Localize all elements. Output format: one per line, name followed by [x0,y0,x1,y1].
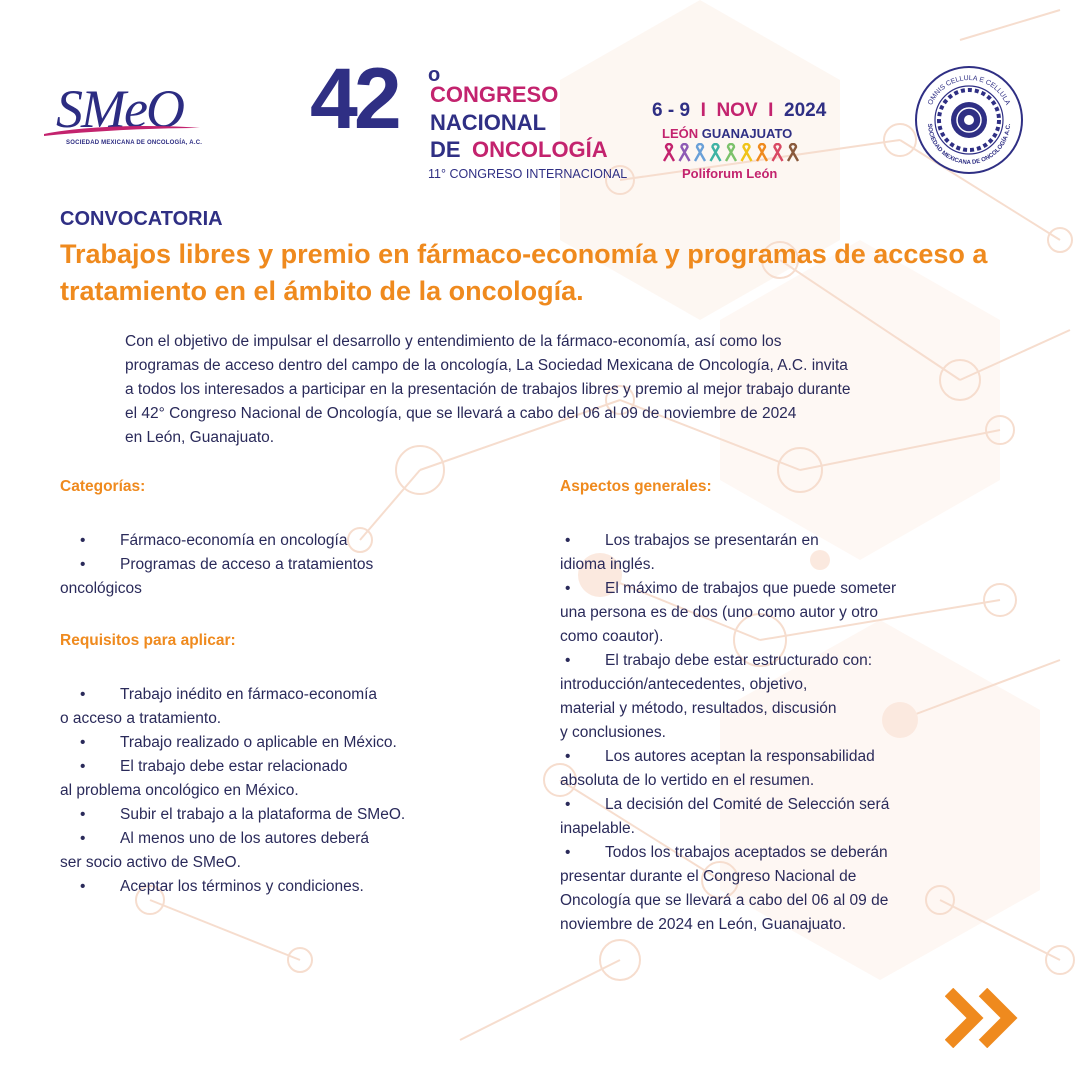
separator: I [695,100,712,121]
requisitos-item [60,731,520,755]
aspectos-item [560,913,1020,937]
bullet-icon: • [80,830,86,847]
requisitos-item [60,755,520,779]
requisitos-heading: Requisitos para aplicar: [60,632,236,649]
aspectos-item-text: idioma inglés. [560,556,655,573]
aspectos-item-text: La decisión del Comité de Selección será [605,796,890,813]
requisitos-item-text: El trabajo debe estar relacionado [120,758,348,775]
aspectos-item-text: Los autores aceptan la responsabilidad [605,748,875,765]
requisitos-item [60,683,520,707]
aspectos-item [560,625,1020,649]
aspectos-item [560,529,1020,553]
aspectos-item-text: Los trabajos se presentarán en [605,532,819,549]
city-guanajuato: GUANAJUATO [701,126,793,141]
convocatoria-label: CONVOCATORIA [60,208,223,230]
bullet-icon: • [565,652,571,669]
categorias-item [60,553,520,577]
event-days: 6 - 9 [652,100,691,121]
aspectos-item-text: Oncología que se llevará a cabo del 06 al 09 de [560,892,889,909]
requisitos-item [60,851,520,875]
aspectos-item-text: inapelable. [560,820,635,837]
aspectos-item [560,673,1020,697]
awareness-ribbons-icon [660,143,804,163]
categorias-item-text: oncológicos [60,580,142,597]
intro-paragraph: Con el objetivo de impulsar el desarrollo y entendimiento de la fármaco-economía, así como los programas de acceso dentro del campo de la oncología, La Sociedad Mexicana de Oncología, A.C. invita a todos los interesados a participar en la presentación de trabajos libres y premio al mejor trabajo durante el 42° Congreso Nacional de Oncología, que se llevará a cabo del 06 al 09 de noviembre de 2024 en León, Guanajuato. [125,333,851,446]
categorias-item [60,529,520,553]
aspectos-item [560,793,1020,817]
aspectos-item-text: presentar durante el Congreso Nacional de [560,868,857,885]
event-month: NOV [716,100,758,121]
ribbon-icon [788,144,798,161]
congress-line-3a: DE [430,137,461,162]
ribbon-icon [664,144,674,161]
ribbon-icon [695,144,705,161]
aspectos-item [560,769,1020,793]
ribbon-icon [680,144,690,161]
congress-line-2: NACIONAL [430,110,547,135]
requisitos-list [60,683,520,899]
requisitos-item [60,875,520,899]
ribbon-icon [757,144,767,161]
ribbon-icon [773,144,783,161]
bullet-icon: • [80,532,86,549]
aspectos-item-text: material y método, resultados, discusión [560,700,837,717]
categorias-item-text: Programas de acceso a tratamientos [120,556,374,573]
congress-degree: o [428,64,441,86]
requisitos-item-text: Al menos uno de los autores deberá [120,830,370,847]
double-chevron-right-icon[interactable] [945,988,1021,1048]
requisitos-item-text: Aceptar los términos y condiciones. [120,878,364,895]
requisitos-item-text: al problema oncológico en México. [60,782,299,799]
bullet-icon: • [565,580,571,597]
aspectos-item [560,865,1020,889]
page-title: Trabajos libres y premio en fármaco-economía y programas de acceso a tratamiento en el ámbito de la oncología. [60,239,988,306]
aspectos-item [560,889,1020,913]
event-city [662,126,792,141]
aspectos-item [560,697,1020,721]
requisitos-item-text: o acceso a tratamiento. [60,710,222,727]
categorias-item-text: Fármaco-economía en oncología [120,532,348,549]
ribbon-icon [711,144,721,161]
aspectos-item [560,841,1020,865]
separator: I [762,100,779,121]
aspectos-item-text: Todos los trabajos aceptados se deberán [605,844,888,861]
congress-line-1: CONGRESO [430,82,559,107]
aspectos-item-text: noviembre de 2024 en León, Guanajuato. [560,916,847,933]
categorias-list [60,529,520,601]
bullet-icon: • [80,806,86,823]
bullet-icon: • [80,758,86,775]
requisitos-item [60,827,520,851]
aspectos-item-text: como coautor). [560,628,664,645]
aspectos-item [560,601,1020,625]
categorias-heading: Categorías: [60,478,146,495]
aspectos-item [560,721,1020,745]
aspectos-item-text: El trabajo debe estar estructurado con: [605,652,873,669]
event-dates [652,100,826,122]
seal-bottom-text: SOCIEDAD MEXICANA DE ONCOLOGÍA A.C. [925,123,1013,167]
swoosh-icon [42,122,202,138]
aspectos-item-text: y conclusiones. [560,724,666,741]
aspectos-item-text: introducción/antecedentes, objetivo, [560,676,808,693]
aspectos-item [560,817,1020,841]
left-column [60,478,520,899]
aspectos-item [560,577,1020,601]
aspectos-item [560,649,1020,673]
smeo-logo-subtitle: SOCIEDAD MEXICANA DE ONCOLOGÍA, A.C. [66,140,203,146]
bullet-icon: • [80,686,86,703]
requisitos-item [60,707,520,731]
congress-line-3b: ONCOLOGÍA [472,137,608,162]
requisitos-item-text: Trabajo realizado o aplicable en México. [120,734,397,751]
ribbon-icon [726,144,736,161]
aspectos-list [560,529,1020,937]
aspectos-item-text: El máximo de trabajos que puede someter [605,580,897,597]
smeo-logo [40,78,210,158]
bullet-icon: • [80,556,86,573]
congress-international: 11° CONGRESO INTERNACIONAL [428,167,628,181]
requisitos-item-text: Subir el trabajo a la plataforma de SMeO. [120,806,406,823]
seal-top-text: OMNIS CELLULA E CELLULA [927,74,1011,107]
smeo-seal-icon [914,65,1024,175]
ribbon-icon [742,144,752,161]
right-column [560,478,1020,937]
requisitos-item [60,803,520,827]
requisitos-item [60,779,520,803]
bullet-icon: • [565,748,571,765]
city-leon: LEÓN [662,126,699,141]
aspectos-item-text: una persona es de dos (uno como autor y otro [560,604,878,621]
congress-number: 42 [310,51,398,147]
event-year: 2024 [784,100,827,121]
aspectos-item [560,745,1020,769]
bullet-icon: • [80,734,86,751]
event-venue: Poliforum León [682,166,778,181]
bullet-icon: • [565,796,571,813]
categorias-item [60,577,520,601]
smeo-logo-wordmark: SMeO [56,79,183,139]
requisitos-item-text: ser socio activo de SMeO. [60,854,241,871]
aspectos-item [560,553,1020,577]
bullet-icon: • [565,844,571,861]
aspectos-item-text: absoluta de lo vertido en el resumen. [560,772,815,789]
bullet-icon: • [80,878,86,895]
requisitos-item-text: Trabajo inédito en fármaco-economía [120,686,378,703]
aspectos-heading: Aspectos generales: [560,478,712,495]
bullet-icon: • [565,532,571,549]
